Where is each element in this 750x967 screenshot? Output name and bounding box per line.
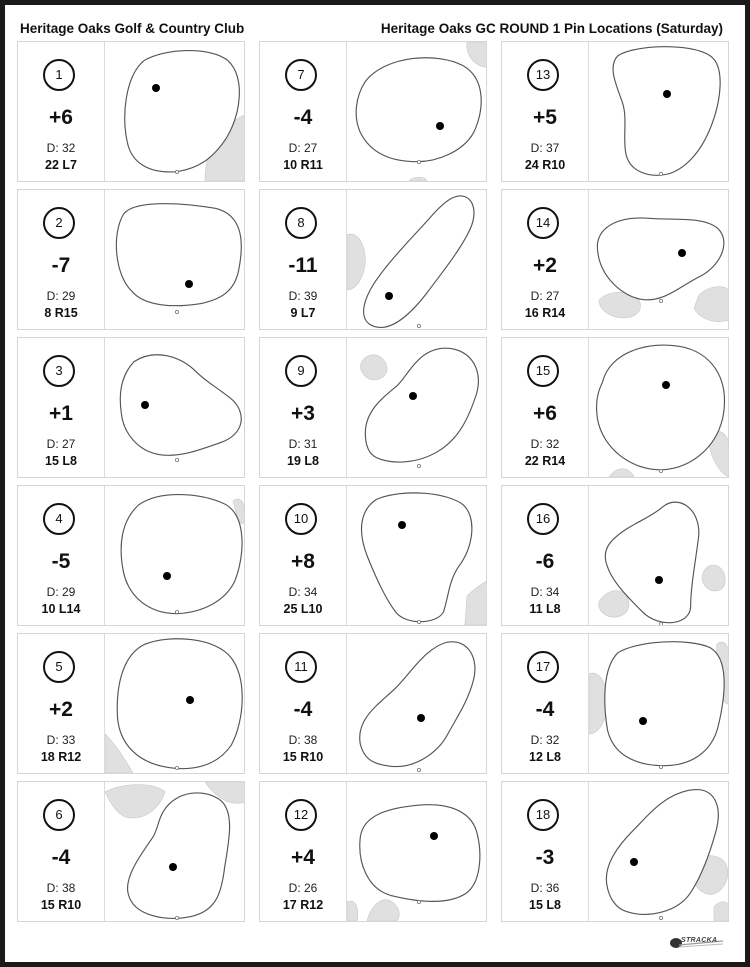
hole-score: +1 xyxy=(49,402,73,425)
hole-info xyxy=(18,42,104,181)
hole-card-10 xyxy=(259,485,487,626)
hole-score: -6 xyxy=(535,550,555,573)
green-depth: D: 32 xyxy=(530,437,560,451)
green-outline-inner xyxy=(361,806,478,899)
hole-card-15 xyxy=(501,337,729,478)
front-marker xyxy=(175,766,178,769)
hole-info xyxy=(18,782,104,921)
hole-info xyxy=(502,634,588,773)
green-depth: D: 27 xyxy=(46,437,76,451)
green-outline-inner xyxy=(119,640,241,767)
hole-grid xyxy=(17,41,747,931)
green-svg xyxy=(105,190,245,329)
hole-card-3 xyxy=(17,337,245,478)
pin-dot xyxy=(409,392,417,400)
green-depth: D: 33 xyxy=(46,733,76,747)
bunker-shape xyxy=(714,902,729,921)
hole-card-12 xyxy=(259,781,487,922)
hole-card-14 xyxy=(501,189,729,330)
hole-number: 3 xyxy=(43,355,75,387)
green-svg xyxy=(105,634,245,773)
sheet-title: Heritage Oaks GC ROUND 1 Pin Locations (Saturday) xyxy=(380,21,723,36)
hole-card-13 xyxy=(501,41,729,182)
pin-sheet-page xyxy=(5,5,745,962)
bunker-shape xyxy=(465,581,487,625)
hole-score: -4 xyxy=(293,106,313,129)
pin-position: 19 L8 xyxy=(287,454,319,468)
green-depth: D: 34 xyxy=(530,585,560,599)
green-diagram xyxy=(347,42,487,181)
hole-info xyxy=(502,338,588,477)
hole-score: +4 xyxy=(291,846,315,869)
front-marker xyxy=(659,299,662,302)
green-diagram xyxy=(105,634,245,773)
pin-position: 25 L10 xyxy=(283,602,323,616)
hole-score: +6 xyxy=(533,402,557,425)
green-depth: D: 36 xyxy=(530,881,560,895)
pin-dot xyxy=(662,381,670,389)
hole-score: -4 xyxy=(51,846,71,869)
pin-dot xyxy=(398,521,406,529)
bunker-shape xyxy=(609,469,634,477)
front-marker xyxy=(659,765,662,768)
front-marker xyxy=(659,469,662,472)
bunker-shape xyxy=(467,42,487,67)
hole-number: 16 xyxy=(527,503,559,535)
hole-info xyxy=(260,190,346,329)
front-marker xyxy=(175,916,178,919)
pin-position: 16 R14 xyxy=(524,306,566,320)
front-marker xyxy=(659,172,662,175)
front-marker xyxy=(659,622,662,625)
green-diagram xyxy=(105,486,245,625)
pin-position: 18 R12 xyxy=(40,750,82,764)
hole-score: +6 xyxy=(49,106,73,129)
pin-dot xyxy=(430,832,438,840)
hole-number: 10 xyxy=(285,503,317,535)
pin-dot xyxy=(163,572,171,580)
hole-score: -4 xyxy=(535,698,555,721)
hole-number: 8 xyxy=(285,207,317,239)
green-diagram xyxy=(589,338,729,477)
green-diagram xyxy=(347,782,487,921)
hole-number: 14 xyxy=(527,207,559,239)
hole-number: 11 xyxy=(285,651,317,683)
green-outline-inner xyxy=(358,59,480,160)
green-diagram xyxy=(347,190,487,329)
hole-number: 5 xyxy=(43,651,75,683)
pin-position: 10 L14 xyxy=(41,602,81,616)
pin-dot xyxy=(152,84,160,92)
hole-number: 2 xyxy=(43,207,75,239)
hole-info xyxy=(260,486,346,625)
club-name: Heritage Oaks Golf & Country Club xyxy=(20,21,245,36)
hole-card-18 xyxy=(501,781,729,922)
front-marker xyxy=(175,610,178,613)
bunker-shape xyxy=(694,287,729,322)
hole-card-1 xyxy=(17,41,245,182)
hole-score: -5 xyxy=(51,550,71,573)
green-svg xyxy=(589,634,729,773)
hole-number: 9 xyxy=(285,355,317,387)
hole-info xyxy=(18,634,104,773)
front-marker xyxy=(659,916,662,919)
pin-dot xyxy=(385,292,393,300)
hole-score: -4 xyxy=(293,698,313,721)
hole-number: 4 xyxy=(43,503,75,535)
green-depth: D: 27 xyxy=(530,289,560,303)
hole-card-16 xyxy=(501,485,729,626)
hole-score: +2 xyxy=(533,254,557,277)
green-outline-inner xyxy=(608,791,717,912)
logo-text: STRACKA xyxy=(681,937,718,944)
hole-number: 6 xyxy=(43,799,75,831)
hole-score: -3 xyxy=(535,846,555,869)
pin-dot xyxy=(655,576,663,584)
green-depth: D: 32 xyxy=(530,733,560,747)
stracka-logo xyxy=(669,935,725,951)
green-outline-inner xyxy=(606,643,722,764)
hole-score: +2 xyxy=(49,698,73,721)
green-depth: D: 38 xyxy=(46,881,76,895)
pin-dot xyxy=(663,90,671,98)
hole-score: -7 xyxy=(51,254,71,277)
green-svg xyxy=(347,782,487,921)
front-marker xyxy=(417,160,420,163)
hole-card-5 xyxy=(17,633,245,774)
pin-dot xyxy=(678,249,686,257)
hole-info xyxy=(260,338,346,477)
bunker-shape xyxy=(367,900,399,921)
pin-dot xyxy=(186,696,194,704)
green-outline-inner xyxy=(118,205,240,304)
bunker-shape xyxy=(599,591,629,617)
green-depth: D: 26 xyxy=(288,881,318,895)
hole-card-2 xyxy=(17,189,245,330)
hole-score: +8 xyxy=(291,550,315,573)
green-depth: D: 34 xyxy=(288,585,318,599)
pin-position: 9 L7 xyxy=(290,306,316,320)
green-svg xyxy=(589,486,729,625)
green-depth: D: 37 xyxy=(530,141,560,155)
hole-number: 1 xyxy=(43,59,75,91)
green-diagram xyxy=(105,190,245,329)
green-svg xyxy=(105,782,245,921)
green-depth: D: 31 xyxy=(288,437,318,451)
bunker-shape xyxy=(361,355,388,380)
green-depth: D: 32 xyxy=(46,141,76,155)
green-outline-inner xyxy=(122,356,240,453)
front-marker xyxy=(417,900,420,903)
hole-number: 17 xyxy=(527,651,559,683)
hole-number: 12 xyxy=(285,799,317,831)
green-diagram xyxy=(589,634,729,773)
front-marker xyxy=(417,768,420,771)
green-svg xyxy=(105,486,245,625)
pin-position: 10 R11 xyxy=(283,158,323,172)
hole-card-11 xyxy=(259,633,487,774)
bunker-shape xyxy=(105,785,165,818)
pin-dot xyxy=(141,401,149,409)
front-marker xyxy=(417,324,420,327)
pin-position: 24 R10 xyxy=(524,158,566,172)
green-svg xyxy=(589,42,729,181)
pin-dot xyxy=(436,122,444,130)
hole-score: +5 xyxy=(533,106,557,129)
hole-score: +3 xyxy=(291,402,315,425)
green-diagram xyxy=(589,42,729,181)
hole-card-6 xyxy=(17,781,245,922)
bunker-shape xyxy=(409,177,427,181)
hole-info xyxy=(502,190,588,329)
hole-number: 15 xyxy=(527,355,559,387)
hole-card-17 xyxy=(501,633,729,774)
green-depth: D: 27 xyxy=(288,141,318,155)
green-depth: D: 29 xyxy=(46,289,76,303)
pin-dot xyxy=(639,717,647,725)
pin-position: 15 L8 xyxy=(529,898,561,912)
pin-position: 15 R10 xyxy=(282,750,324,764)
green-diagram xyxy=(347,338,487,477)
hole-card-8 xyxy=(259,189,487,330)
hole-info xyxy=(18,338,104,477)
green-diagram xyxy=(589,782,729,921)
pin-position: 22 L7 xyxy=(45,158,77,172)
green-depth: D: 29 xyxy=(46,585,76,599)
green-diagram xyxy=(347,486,487,625)
bunker-shape xyxy=(347,234,365,290)
pin-position: 15 R10 xyxy=(40,898,82,912)
hole-info xyxy=(260,634,346,773)
front-marker xyxy=(417,464,420,467)
green-svg xyxy=(347,634,487,773)
green-outline-inner xyxy=(615,48,719,173)
hole-score: -11 xyxy=(288,254,318,277)
pin-position: 12 L8 xyxy=(529,750,561,764)
hole-info xyxy=(18,190,104,329)
front-marker xyxy=(175,458,178,461)
green-diagram xyxy=(105,338,245,477)
green-outline-inner xyxy=(363,495,470,620)
hole-number: 7 xyxy=(285,59,317,91)
green-svg xyxy=(347,190,487,329)
front-marker xyxy=(175,170,178,173)
pin-position: 11 L8 xyxy=(529,602,561,616)
hole-card-7 xyxy=(259,41,487,182)
green-outline-inner xyxy=(598,347,723,468)
green-outline-inner xyxy=(123,496,241,612)
green-diagram xyxy=(589,190,729,329)
green-svg xyxy=(105,338,245,477)
green-svg xyxy=(589,190,729,329)
hole-info xyxy=(260,42,346,181)
pin-position: 8 R15 xyxy=(44,306,78,320)
green-diagram xyxy=(105,782,245,921)
pin-dot xyxy=(169,863,177,871)
bunker-shape xyxy=(702,565,725,591)
green-svg xyxy=(105,42,245,181)
green-svg xyxy=(589,338,729,477)
hole-number: 13 xyxy=(527,59,559,91)
green-svg xyxy=(347,486,487,625)
bunker-shape xyxy=(347,901,358,921)
pin-dot xyxy=(630,858,638,866)
hole-info xyxy=(18,486,104,625)
hole-info xyxy=(502,486,588,625)
hole-card-9 xyxy=(259,337,487,478)
hole-info xyxy=(260,782,346,921)
green-diagram xyxy=(347,634,487,773)
green-svg xyxy=(347,42,487,181)
pin-dot xyxy=(417,714,425,722)
green-diagram xyxy=(589,486,729,625)
front-marker xyxy=(417,620,420,623)
pin-dot xyxy=(185,280,193,288)
green-depth: D: 38 xyxy=(288,733,318,747)
green-svg xyxy=(589,782,729,921)
green-depth: D: 39 xyxy=(288,289,318,303)
hole-info xyxy=(502,42,588,181)
green-diagram xyxy=(105,42,245,181)
green-svg xyxy=(347,338,487,477)
green-outline-inner xyxy=(365,198,472,326)
hole-card-4 xyxy=(17,485,245,626)
front-marker xyxy=(175,310,178,313)
hole-number: 18 xyxy=(527,799,559,831)
pin-position: 17 R12 xyxy=(282,898,324,912)
pin-position: 22 R14 xyxy=(524,454,566,468)
green-outline-inner xyxy=(599,220,722,299)
pin-position: 15 L8 xyxy=(45,454,77,468)
hole-info xyxy=(502,782,588,921)
